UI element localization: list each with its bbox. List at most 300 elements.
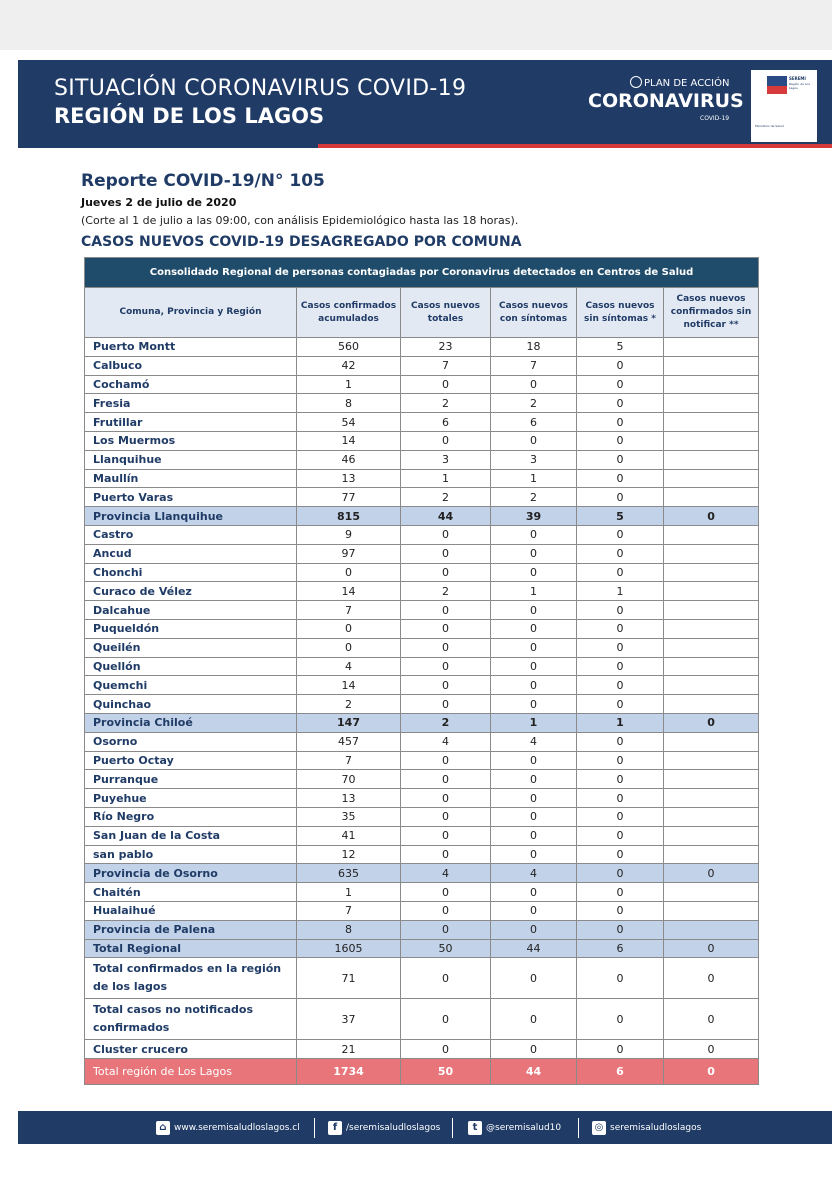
- table-row: [85, 413, 759, 432]
- value-cell: 0: [491, 657, 577, 676]
- value-cell: 2: [491, 488, 577, 507]
- value-cell: 0: [577, 563, 664, 582]
- value-cell: 0: [491, 563, 577, 582]
- value-cell: [664, 695, 759, 714]
- row-label-cell: Quinchao: [85, 695, 297, 714]
- value-cell: [664, 789, 759, 808]
- logo-coronavirus-text: CORONAVIRUS: [588, 90, 744, 112]
- value-cell: 0: [664, 864, 759, 883]
- value-cell: 9: [297, 525, 401, 544]
- value-cell: 0: [401, 525, 491, 544]
- row-label-cell: Total confirmados en la región de los lagos: [85, 958, 297, 999]
- value-cell: 6: [491, 413, 577, 432]
- value-cell: 1: [297, 883, 401, 902]
- footer-divider: [578, 1118, 579, 1138]
- table-row: [85, 1059, 759, 1085]
- value-cell: 7: [297, 751, 401, 770]
- value-cell: 1: [577, 713, 664, 732]
- value-cell: 0: [491, 619, 577, 638]
- value-cell: 97: [297, 544, 401, 563]
- value-cell: [664, 525, 759, 544]
- table-row: [85, 1040, 759, 1059]
- row-label-cell: Frutillar: [85, 413, 297, 432]
- value-cell: 0: [491, 544, 577, 563]
- value-cell: 6: [577, 939, 664, 958]
- row-label-cell: Osorno: [85, 732, 297, 751]
- value-cell: 2: [401, 713, 491, 732]
- column-header: Casos nuevos confirmados sin notificar **: [664, 288, 759, 338]
- value-cell: 0: [664, 958, 759, 999]
- value-cell: [664, 657, 759, 676]
- banner-title-line2: REGIÓN DE LOS LAGOS: [54, 104, 325, 128]
- value-cell: [664, 431, 759, 450]
- value-cell: 0: [577, 864, 664, 883]
- value-cell: 0: [491, 525, 577, 544]
- row-label-cell: Castro: [85, 525, 297, 544]
- value-cell: 0: [491, 695, 577, 714]
- value-cell: [664, 356, 759, 375]
- value-cell: 0: [491, 676, 577, 695]
- row-label-cell: Dalcahue: [85, 601, 297, 620]
- value-cell: [664, 394, 759, 413]
- value-cell: 41: [297, 826, 401, 845]
- value-cell: 0: [401, 845, 491, 864]
- row-label-cell: Curaco de Vélez: [85, 582, 297, 601]
- row-label-cell: Queilén: [85, 638, 297, 657]
- value-cell: 0: [491, 375, 577, 394]
- table-row: [85, 695, 759, 714]
- value-cell: 0: [664, 507, 759, 526]
- row-label-cell: Quemchi: [85, 676, 297, 695]
- value-cell: 0: [491, 999, 577, 1040]
- table-caption: Consolidado Regional de personas contagiadas por Coronavirus detectados en Centros de Salud: [85, 258, 759, 288]
- table-caption-row: [85, 258, 759, 288]
- row-label-cell: Puerto Montt: [85, 338, 297, 357]
- value-cell: 54: [297, 413, 401, 432]
- value-cell: 6: [401, 413, 491, 432]
- value-cell: 0: [491, 826, 577, 845]
- value-cell: 13: [297, 789, 401, 808]
- value-cell: 0: [297, 563, 401, 582]
- column-header: Comuna, Provincia y Región: [85, 288, 297, 338]
- table-row: [85, 469, 759, 488]
- value-cell: 0: [491, 1040, 577, 1059]
- value-cell: 0: [577, 431, 664, 450]
- value-cell: 0: [577, 695, 664, 714]
- value-cell: 0: [491, 601, 577, 620]
- value-cell: 7: [297, 901, 401, 920]
- value-cell: 0: [577, 619, 664, 638]
- value-cell: 44: [491, 939, 577, 958]
- value-cell: 0: [577, 375, 664, 394]
- value-cell: 0: [401, 958, 491, 999]
- table-row: [85, 582, 759, 601]
- value-cell: [664, 469, 759, 488]
- value-cell: [664, 450, 759, 469]
- value-cell: 0: [401, 826, 491, 845]
- value-cell: [664, 901, 759, 920]
- value-cell: 0: [491, 920, 577, 939]
- value-cell: 14: [297, 582, 401, 601]
- footer-divider: [452, 1118, 453, 1138]
- value-cell: 0: [297, 638, 401, 657]
- table-row: [85, 450, 759, 469]
- value-cell: [664, 732, 759, 751]
- value-cell: 0: [664, 713, 759, 732]
- seremi-logo: [751, 70, 817, 142]
- banner-red-stripe: [318, 144, 832, 148]
- value-cell: [664, 582, 759, 601]
- value-cell: 4: [401, 732, 491, 751]
- value-cell: 0: [577, 544, 664, 563]
- header-banner: [18, 60, 832, 148]
- value-cell: 7: [491, 356, 577, 375]
- value-cell: 560: [297, 338, 401, 357]
- footer-twitter[interactable]: [468, 1120, 561, 1136]
- value-cell: 8: [297, 920, 401, 939]
- value-cell: 0: [577, 1040, 664, 1059]
- table-row: [85, 657, 759, 676]
- value-cell: 1: [401, 469, 491, 488]
- value-cell: 0: [491, 901, 577, 920]
- table-row: [85, 431, 759, 450]
- row-label-cell: Puerto Octay: [85, 751, 297, 770]
- table-row: [85, 770, 759, 789]
- value-cell: 44: [491, 1059, 577, 1085]
- value-cell: 0: [577, 450, 664, 469]
- row-label-cell: Provincia Llanquihue: [85, 507, 297, 526]
- value-cell: 0: [401, 695, 491, 714]
- value-cell: 21: [297, 1040, 401, 1059]
- value-cell: 0: [401, 375, 491, 394]
- value-cell: 3: [401, 450, 491, 469]
- value-cell: 1: [491, 469, 577, 488]
- value-cell: 0: [664, 1040, 759, 1059]
- value-cell: 5: [577, 507, 664, 526]
- value-cell: 1734: [297, 1059, 401, 1085]
- cases-table: [84, 257, 759, 1085]
- value-cell: [664, 751, 759, 770]
- value-cell: [664, 375, 759, 394]
- value-cell: [664, 807, 759, 826]
- report-page: [0, 50, 832, 1200]
- table-row: [85, 338, 759, 357]
- value-cell: 0: [577, 920, 664, 939]
- value-cell: 0: [491, 807, 577, 826]
- value-cell: 0: [491, 958, 577, 999]
- value-cell: 0: [577, 732, 664, 751]
- value-cell: 0: [401, 601, 491, 620]
- value-cell: 77: [297, 488, 401, 507]
- column-header: Casos nuevos con síntomas: [491, 288, 577, 338]
- report-note: (Corte al 1 de julio a las 09:00, con análisis Epidemiológico hasta las 18 horas).: [81, 214, 519, 227]
- table-row: [85, 488, 759, 507]
- column-header: Casos nuevos totales: [401, 288, 491, 338]
- row-label-cell: Cochamó: [85, 375, 297, 394]
- value-cell: 6: [577, 1059, 664, 1085]
- row-label-cell: Llanquihue: [85, 450, 297, 469]
- instagram-icon: ◎: [592, 1121, 606, 1135]
- value-cell: 0: [577, 958, 664, 999]
- table-row: [85, 807, 759, 826]
- value-cell: [664, 488, 759, 507]
- value-cell: [664, 845, 759, 864]
- value-cell: 2: [491, 394, 577, 413]
- value-cell: [664, 638, 759, 657]
- row-label-cell: Provincia Chiloé: [85, 713, 297, 732]
- value-cell: 0: [401, 883, 491, 902]
- table-row: [85, 883, 759, 902]
- value-cell: [664, 601, 759, 620]
- footer-instagram[interactable]: [592, 1120, 701, 1136]
- table-row: [85, 999, 759, 1040]
- facebook-icon: f: [328, 1121, 342, 1135]
- value-cell: 37: [297, 999, 401, 1040]
- value-cell: [664, 413, 759, 432]
- value-cell: 0: [577, 751, 664, 770]
- value-cell: 0: [401, 999, 491, 1040]
- table-row: [85, 525, 759, 544]
- value-cell: [664, 338, 759, 357]
- value-cell: 50: [401, 1059, 491, 1085]
- value-cell: 0: [577, 394, 664, 413]
- row-label-cell: Provincia de Palena: [85, 920, 297, 939]
- ministry-name: Ministerio de Salud: [755, 124, 784, 128]
- logo-covid-text: COVID-19: [700, 115, 730, 122]
- value-cell: 0: [401, 789, 491, 808]
- value-cell: 2: [401, 582, 491, 601]
- footer-web[interactable]: [156, 1120, 300, 1136]
- value-cell: 1: [297, 375, 401, 394]
- value-cell: 635: [297, 864, 401, 883]
- footer-facebook-text: /seremisaludloslagos: [346, 1123, 441, 1133]
- table-header-row: [85, 288, 759, 338]
- row-label-cell: San Juan de la Costa: [85, 826, 297, 845]
- twitter-icon: t: [468, 1121, 482, 1135]
- value-cell: 0: [577, 770, 664, 789]
- table-row: [85, 789, 759, 808]
- value-cell: [664, 619, 759, 638]
- seremi-region: Región de Los Lagos: [789, 82, 810, 90]
- row-label-cell: Los Muermos: [85, 431, 297, 450]
- logo-plan-text: PLAN DE ACCIÓN: [644, 78, 730, 89]
- report-title: Reporte COVID-19/N° 105: [81, 171, 325, 191]
- row-label-cell: Total región de Los Lagos: [85, 1059, 297, 1085]
- value-cell: 1: [577, 582, 664, 601]
- table-row: [85, 751, 759, 770]
- value-cell: 42: [297, 356, 401, 375]
- row-label-cell: Fresia: [85, 394, 297, 413]
- row-label-cell: Río Negro: [85, 807, 297, 826]
- value-cell: 0: [664, 1059, 759, 1085]
- value-cell: 1: [491, 713, 577, 732]
- value-cell: 0: [401, 770, 491, 789]
- seremi-name: SEREMI: [789, 76, 806, 81]
- value-cell: 0: [577, 469, 664, 488]
- value-cell: 147: [297, 713, 401, 732]
- table-row: [85, 732, 759, 751]
- value-cell: 8: [297, 394, 401, 413]
- value-cell: 0: [401, 751, 491, 770]
- footer-twitter-text: @seremisalud10: [486, 1123, 562, 1133]
- value-cell: 0: [401, 901, 491, 920]
- value-cell: [664, 770, 759, 789]
- row-label-cell: Calbuco: [85, 356, 297, 375]
- row-label-cell: Cluster crucero: [85, 1040, 297, 1059]
- value-cell: 0: [664, 999, 759, 1040]
- value-cell: 815: [297, 507, 401, 526]
- table-row: [85, 375, 759, 394]
- value-cell: 0: [491, 845, 577, 864]
- row-label-cell: Hualaihué: [85, 901, 297, 920]
- value-cell: 13: [297, 469, 401, 488]
- value-cell: [664, 563, 759, 582]
- value-cell: 4: [491, 864, 577, 883]
- value-cell: 0: [297, 619, 401, 638]
- value-cell: 0: [577, 807, 664, 826]
- value-cell: 2: [401, 488, 491, 507]
- table-row: [85, 619, 759, 638]
- table-row: [85, 638, 759, 657]
- lightbulb-icon: [630, 76, 642, 88]
- banner-title-line1: SITUACIÓN CORONAVIRUS COVID-19: [54, 76, 467, 101]
- value-cell: 0: [491, 638, 577, 657]
- value-cell: [664, 883, 759, 902]
- footer-bar: [18, 1111, 832, 1144]
- value-cell: 1605: [297, 939, 401, 958]
- table-row: [85, 920, 759, 939]
- value-cell: 0: [577, 845, 664, 864]
- value-cell: 3: [491, 450, 577, 469]
- value-cell: 0: [577, 883, 664, 902]
- value-cell: 46: [297, 450, 401, 469]
- value-cell: 0: [577, 638, 664, 657]
- flag-blue-block: [767, 76, 787, 86]
- footer-web-text: www.seremisaludloslagos.cl: [174, 1123, 300, 1133]
- column-header: Casos nuevos sin síntomas *: [577, 288, 664, 338]
- value-cell: 0: [491, 770, 577, 789]
- row-label-cell: Chaitén: [85, 883, 297, 902]
- value-cell: 5: [577, 338, 664, 357]
- value-cell: 0: [577, 356, 664, 375]
- value-cell: 0: [577, 525, 664, 544]
- flag-red-block: [767, 86, 787, 94]
- row-label-cell: Quellón: [85, 657, 297, 676]
- table-row: [85, 563, 759, 582]
- table-row: [85, 845, 759, 864]
- value-cell: 44: [401, 507, 491, 526]
- value-cell: 4: [401, 864, 491, 883]
- value-cell: 0: [401, 676, 491, 695]
- value-cell: 71: [297, 958, 401, 999]
- value-cell: 7: [401, 356, 491, 375]
- value-cell: 0: [401, 807, 491, 826]
- row-label-cell: Puerto Varas: [85, 488, 297, 507]
- value-cell: 0: [577, 488, 664, 507]
- row-label-cell: san pablo: [85, 845, 297, 864]
- globe-icon: ⌂: [156, 1121, 170, 1135]
- value-cell: 4: [297, 657, 401, 676]
- table-row: [85, 939, 759, 958]
- column-header: Casos confirmados acumulados: [297, 288, 401, 338]
- value-cell: 0: [577, 601, 664, 620]
- value-cell: 0: [491, 751, 577, 770]
- value-cell: 0: [577, 657, 664, 676]
- value-cell: 18: [491, 338, 577, 357]
- value-cell: 0: [577, 826, 664, 845]
- row-label-cell: Puqueldón: [85, 619, 297, 638]
- row-label-cell: Ancud: [85, 544, 297, 563]
- value-cell: 35: [297, 807, 401, 826]
- report-date: Jueves 2 de julio de 2020: [81, 196, 237, 209]
- value-cell: 1: [491, 582, 577, 601]
- value-cell: 0: [577, 413, 664, 432]
- value-cell: 0: [577, 789, 664, 808]
- table-row: [85, 713, 759, 732]
- report-subtitle: CASOS NUEVOS COVID-19 DESAGREGADO POR COMUNA: [81, 234, 522, 250]
- table-row: [85, 826, 759, 845]
- value-cell: 0: [491, 883, 577, 902]
- value-cell: 14: [297, 676, 401, 695]
- value-cell: 0: [491, 431, 577, 450]
- value-cell: 7: [297, 601, 401, 620]
- top-strip: [0, 0, 832, 50]
- row-label-cell: Total casos no notificados confirmados: [85, 999, 297, 1040]
- value-cell: 4: [491, 732, 577, 751]
- value-cell: [664, 826, 759, 845]
- value-cell: 0: [401, 638, 491, 657]
- table-row: [85, 544, 759, 563]
- value-cell: 14: [297, 431, 401, 450]
- value-cell: 39: [491, 507, 577, 526]
- table-row: [85, 958, 759, 999]
- value-cell: 0: [401, 563, 491, 582]
- value-cell: 457: [297, 732, 401, 751]
- value-cell: 0: [401, 920, 491, 939]
- value-cell: 12: [297, 845, 401, 864]
- value-cell: 0: [401, 657, 491, 676]
- table-row: [85, 356, 759, 375]
- value-cell: [664, 920, 759, 939]
- value-cell: 23: [401, 338, 491, 357]
- row-label-cell: Provincia de Osorno: [85, 864, 297, 883]
- value-cell: 0: [401, 544, 491, 563]
- table-row: [85, 901, 759, 920]
- value-cell: 0: [401, 619, 491, 638]
- value-cell: 0: [401, 431, 491, 450]
- row-label-cell: Total Regional: [85, 939, 297, 958]
- value-cell: 0: [401, 1040, 491, 1059]
- footer-divider: [314, 1118, 315, 1138]
- value-cell: 0: [577, 676, 664, 695]
- table-row: [85, 507, 759, 526]
- table-row: [85, 676, 759, 695]
- footer-facebook[interactable]: [328, 1120, 440, 1136]
- row-label-cell: Purranque: [85, 770, 297, 789]
- value-cell: 0: [491, 789, 577, 808]
- footer-instagram-text: seremisaludloslagos: [610, 1123, 702, 1133]
- row-label-cell: Puyehue: [85, 789, 297, 808]
- table-row: [85, 601, 759, 620]
- value-cell: 0: [664, 939, 759, 958]
- value-cell: 2: [401, 394, 491, 413]
- value-cell: 2: [297, 695, 401, 714]
- table-row: [85, 864, 759, 883]
- value-cell: 70: [297, 770, 401, 789]
- value-cell: [664, 544, 759, 563]
- row-label-cell: Chonchi: [85, 563, 297, 582]
- value-cell: 50: [401, 939, 491, 958]
